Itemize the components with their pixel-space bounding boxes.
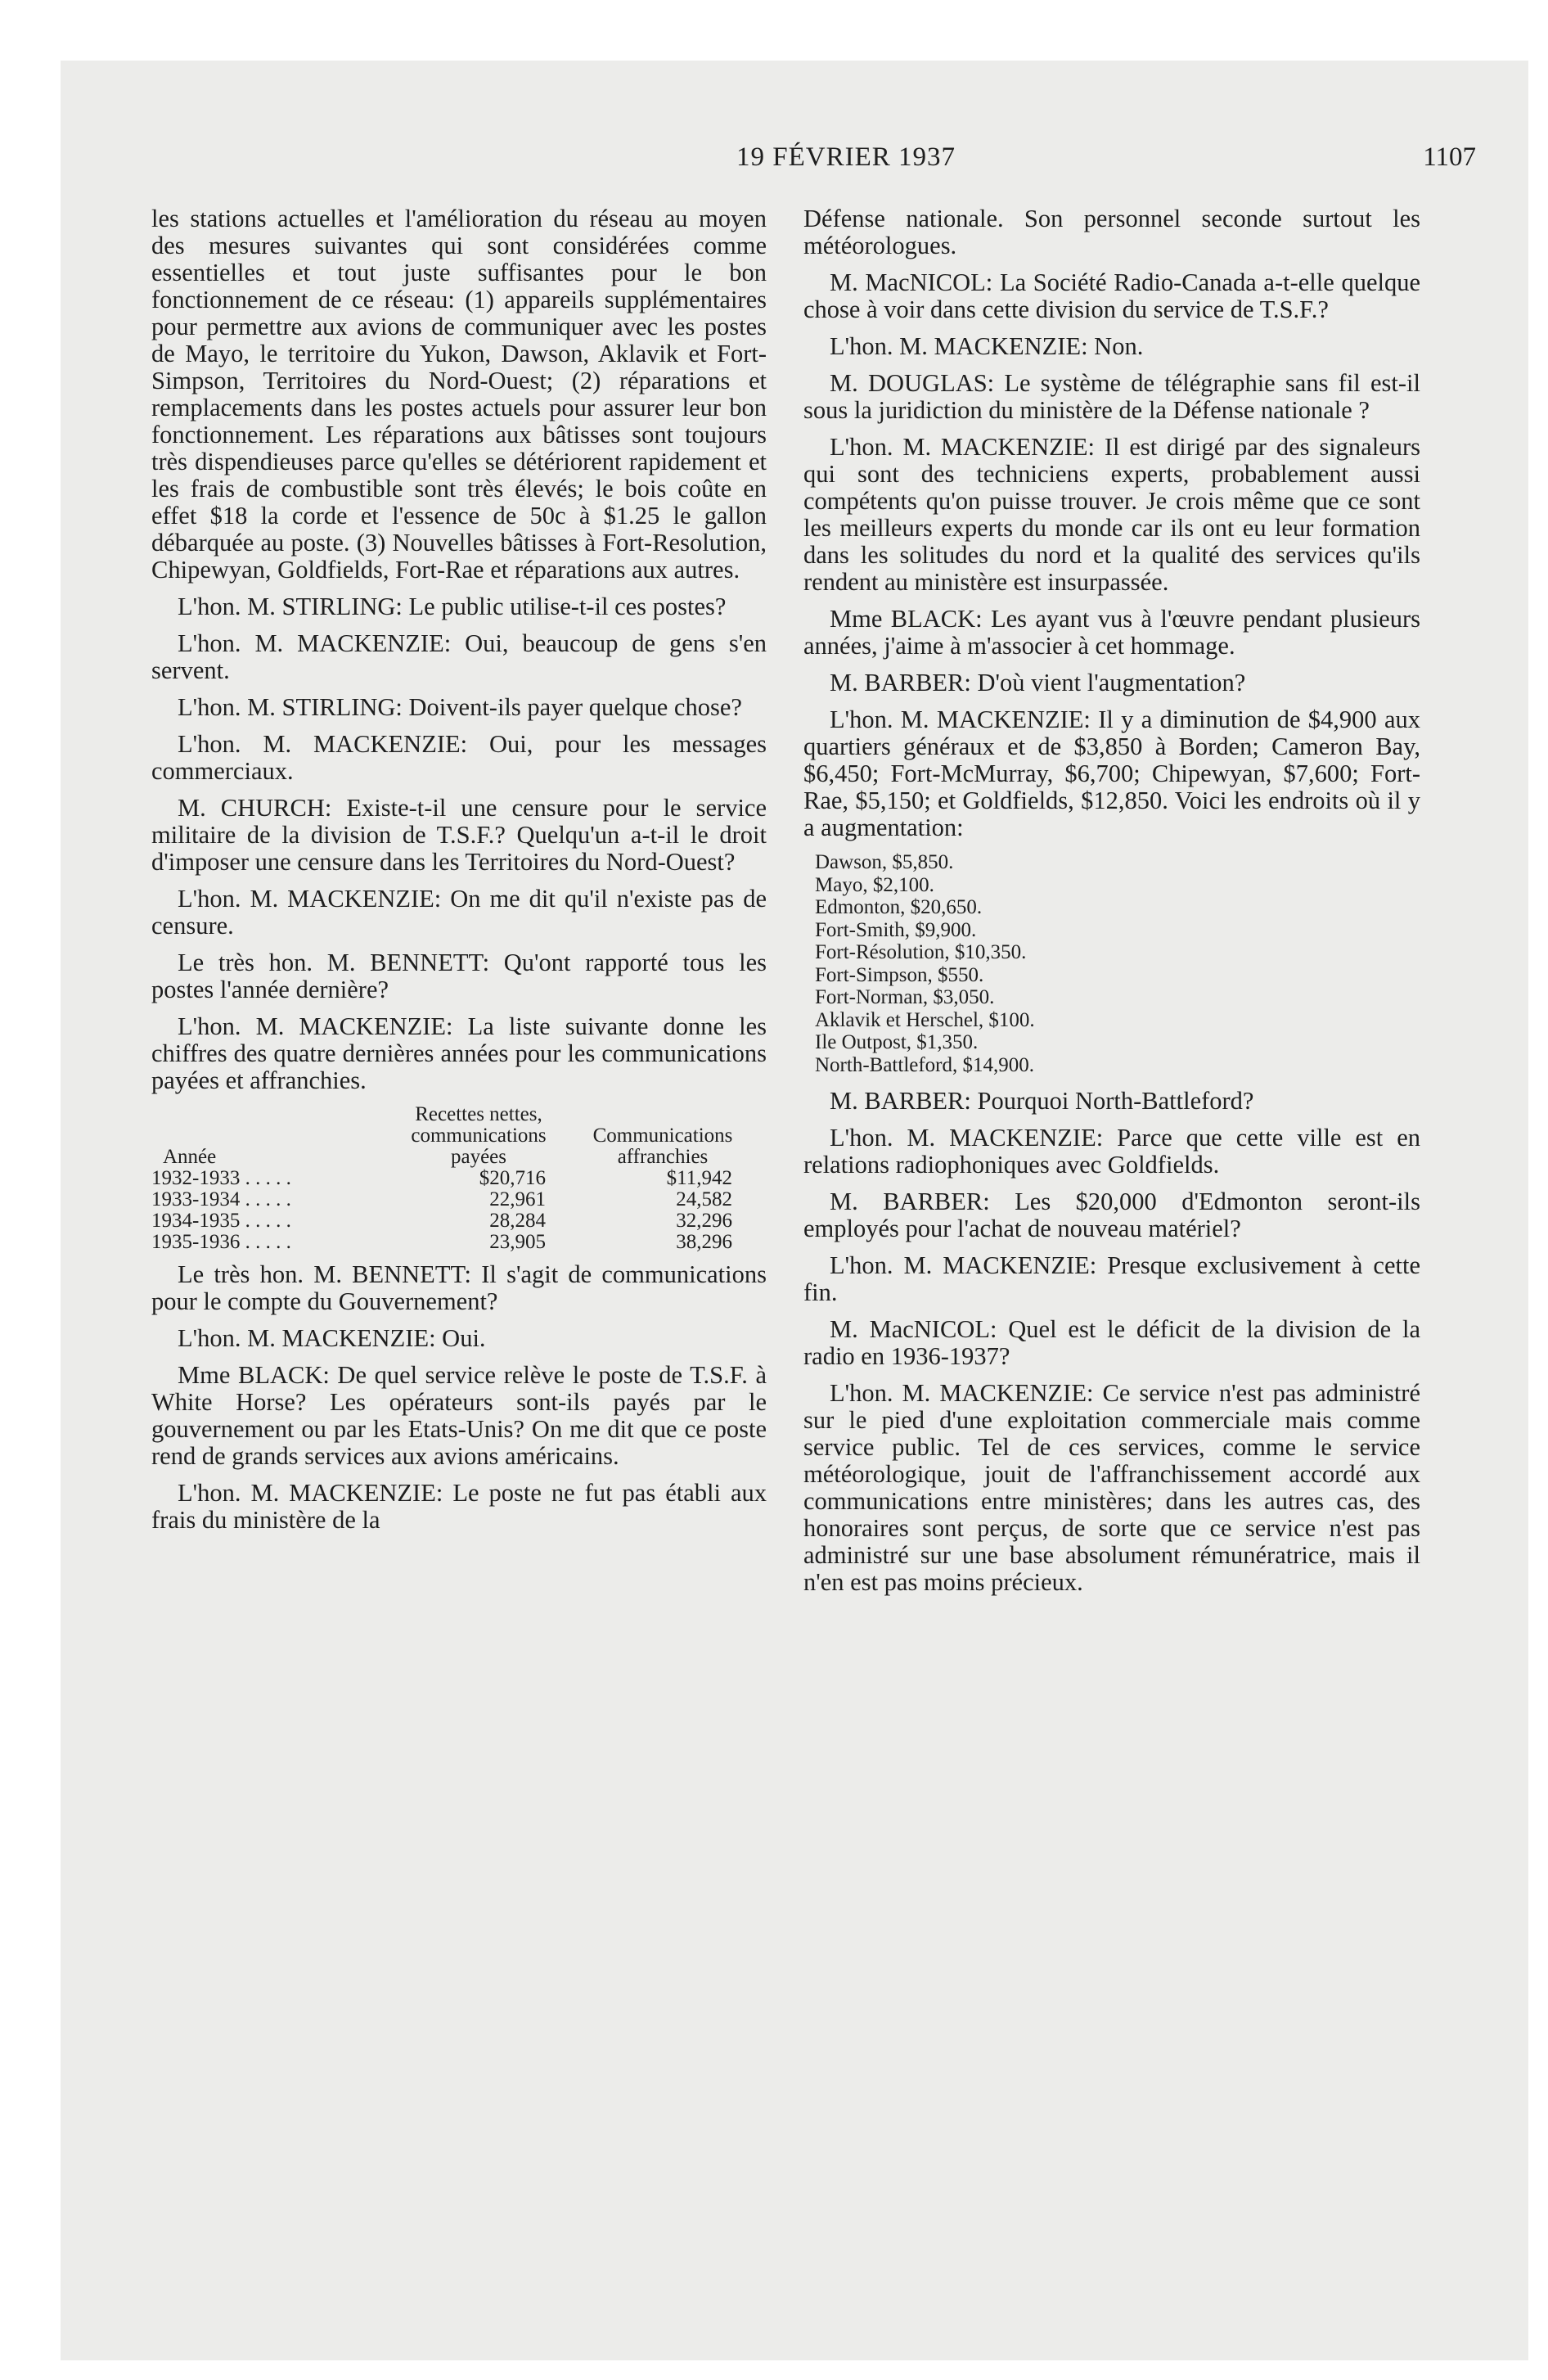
list-item: Edmonton, $20,650. xyxy=(815,896,983,918)
table-cell: 1934-1935 . . . . . xyxy=(151,1210,291,1232)
paragraph: L'hon. M. MACKENZIE: Le poste ne fut pas établi aux frais du ministère de la xyxy=(151,1479,767,1534)
paragraph: Mme BLACK: Les ayant vus à l'œuvre pendant plusieurs années, j'aime à m'associer à cet hommage. xyxy=(803,605,1420,660)
list-item: Ile Outpost, $1,350. xyxy=(815,1031,979,1053)
header-franked: Communications affranchies xyxy=(592,1125,733,1168)
list-item: Fort-Simpson, $550. xyxy=(815,963,984,986)
table-cell: 24,582 xyxy=(676,1188,732,1210)
table-cell: 28,284 xyxy=(489,1210,546,1232)
list-item: Mayo, $2,100. xyxy=(815,873,934,896)
paragraph: M. CHURCH: Existe-t-il une censure pour le service militaire de la division de T.S.F.? Quelqu'un a-t-il le droit d'imposer une censure dans les Territoires du Nord-Ouest? xyxy=(151,794,767,876)
paragraph: les stations actuelles et l'amélioration du réseau au moyen des mesures suivantes qui sont considérées comme essentielles et tout juste suffisantes pour le bon fonctionnement de ce réseau: (1) appareils supplémentaires pour permettre aux avions de communiquer avec les postes de Mayo, le territoire du Yukon, Dawson, Aklavik et Fort-Simpson, Territoires du Nord-Ouest; (2) réparations et remplacements dans les postes actuels pour assurer leur bon fonctionnement. Les réparations aux bâtisses sont toujours très dispendieuses parce qu'elles se détériorent rapidement et les frais de combustible sont très élevés; le bois coûte en effet $18 la corde et l'essence de 50c à $1.25 le gallon débarquée au poste. (3) Nouvelles bâtisses à Fort-Resolution, Chipewyan, Goldfields, Fort-Rae et réparations aux autres. xyxy=(151,205,767,584)
paragraph: L'hon. M. MACKENZIE: Il est dirigé par des signaleurs qui sont des techniciens experts, probablement aussi compétents qu'on puisse trouver. Je crois même que ce sont les meilleurs experts du monde car ils ont eu leur formation dans les solitudes du nord et la qualité des services qu'ils rendent au ministère est insurpassée. xyxy=(803,433,1420,596)
table-row xyxy=(151,1210,767,1232)
paragraph: L'hon. M. MACKENZIE: Presque exclusivement à cette fin. xyxy=(803,1251,1420,1306)
table-header xyxy=(151,1104,767,1168)
paragraph: L'hon. M. MACKENZIE: Non. xyxy=(830,332,1144,360)
table-row xyxy=(151,1232,767,1253)
paragraph: M. MacNICOL: Quel est le déficit de la division de la radio en 1936-1937? xyxy=(803,1315,1420,1370)
paragraph: L'hon. M. STIRLING: Doivent-ils payer quelque chose? xyxy=(178,693,742,721)
paragraph: Le très hon. M. BENNETT: Qu'ont rapporté tous les postes l'année dernière? xyxy=(151,949,767,1003)
paragraph: L'hon. M. STIRLING: Le public utilise-t-il ces postes? xyxy=(178,593,727,620)
table-cell: $20,716 xyxy=(479,1167,546,1189)
revenue-table xyxy=(151,1104,767,1253)
left-column xyxy=(151,205,767,1544)
paragraph: M. BARBER: Les $20,000 d'Edmonton seront-ils employés pour l'achat de nouveau matériel? xyxy=(803,1188,1420,1242)
page-header xyxy=(61,142,1528,183)
header-page-number: 1107 xyxy=(1423,142,1476,172)
list-item: North-Battleford, $14,900. xyxy=(815,1053,1035,1076)
paragraph: Mme BLACK: De quel service relève le poste de T.S.F. à White Horse? Les opérateurs sont-ils payés par le gouvernement ou par les Etats-Unis? On me dit que ce poste rend de grands services aux avions américains. xyxy=(151,1361,767,1470)
paragraph: L'hon. M. MACKENZIE: La liste suivante donne les chiffres des quatre dernières années pour les communications payées et affranchies. xyxy=(151,1012,767,1094)
paragraph: L'hon. M. MACKENZIE: Oui, beaucoup de gens s'en servent. xyxy=(151,629,767,684)
paragraph: L'hon. M. MACKENZIE: Oui, pour les messages commerciaux. xyxy=(151,730,767,785)
paragraph: M. DOUGLAS: Le système de télégraphie sans fil est-il sous la juridiction du ministère de la Défense nationale ? xyxy=(803,369,1420,424)
table-cell: 23,905 xyxy=(489,1231,546,1253)
paragraph: Le très hon. M. BENNETT: Il s'agit de communications pour le compte du Gouvernement? xyxy=(151,1260,767,1315)
list-item: Fort-Norman, $3,050. xyxy=(815,986,995,1008)
table-row xyxy=(151,1189,767,1210)
table-cell: $11,942 xyxy=(666,1167,732,1189)
locations-list xyxy=(803,851,1420,1076)
header-year: Année xyxy=(163,1146,217,1168)
table-cell: 1935-1936 . . . . . xyxy=(151,1231,291,1253)
table-cell: 1932-1933 . . . . . xyxy=(151,1167,291,1189)
paragraph: M. MacNICOL: La Société Radio-Canada a-t-elle quelque chose à voir dans cette division du service de T.S.F.? xyxy=(803,268,1420,323)
list-item: Fort-Smith, $9,900. xyxy=(815,918,977,941)
table-cell: 38,296 xyxy=(676,1231,732,1253)
table-row xyxy=(151,1168,767,1189)
header-date: 19 FÉVRIER 1937 xyxy=(736,142,956,172)
list-item: Aklavik et Herschel, $100. xyxy=(815,1008,1035,1031)
paragraph: L'hon. M. MACKENZIE: On me dit qu'il n'existe pas de censure. xyxy=(151,885,767,940)
paragraph: Défense nationale. Son personnel seconde surtout les météorologues. xyxy=(803,205,1420,259)
header-net-revenue: Recettes nettes, communications payées xyxy=(411,1103,547,1168)
paragraph: L'hon. M. MACKENZIE: Oui. xyxy=(178,1324,486,1352)
paragraph: M. BARBER: Pourquoi North-Battleford? xyxy=(830,1087,1254,1115)
paragraph: L'hon. M. MACKENZIE: Ce service n'est pas administré sur le pied d'une exploitation commerciale mais comme service public. Tel de ces services, comme le service météorologique, jouit de l'affranchissement accordé aux communications entre ministères; dans les autres cas, des honoraires sont perçus, de sorte que ce service n'est pas administré sur une base absolument rémunératrice, mais il n'en est pas moins précieux. xyxy=(803,1379,1420,1596)
paragraph: L'hon. M. MACKENZIE: Il y a diminution de $4,900 aux quartiers généraux et de $3,850 à Borden; Cameron Bay, $6,450; Fort-McMurray, $6,700; Chipewyan, $7,600; Fort-Rae, $5,150; et Goldfields, $12,850. Voici les endroits où il y a augmentation: xyxy=(803,705,1420,841)
list-item: Fort-Résolution, $10,350. xyxy=(815,941,1027,963)
right-column xyxy=(803,205,1420,1606)
document-page xyxy=(61,61,1528,2360)
list-item: Dawson, $5,850. xyxy=(815,851,954,873)
table-cell: 22,961 xyxy=(489,1188,546,1210)
paragraph: L'hon. M. MACKENZIE: Parce que cette ville est en relations radiophoniques avec Goldfields. xyxy=(803,1124,1420,1179)
table-cell: 1933-1934 . . . . . xyxy=(151,1188,291,1210)
paragraph: M. BARBER: D'où vient l'augmentation? xyxy=(830,669,1246,696)
table-cell: 32,296 xyxy=(676,1210,732,1232)
